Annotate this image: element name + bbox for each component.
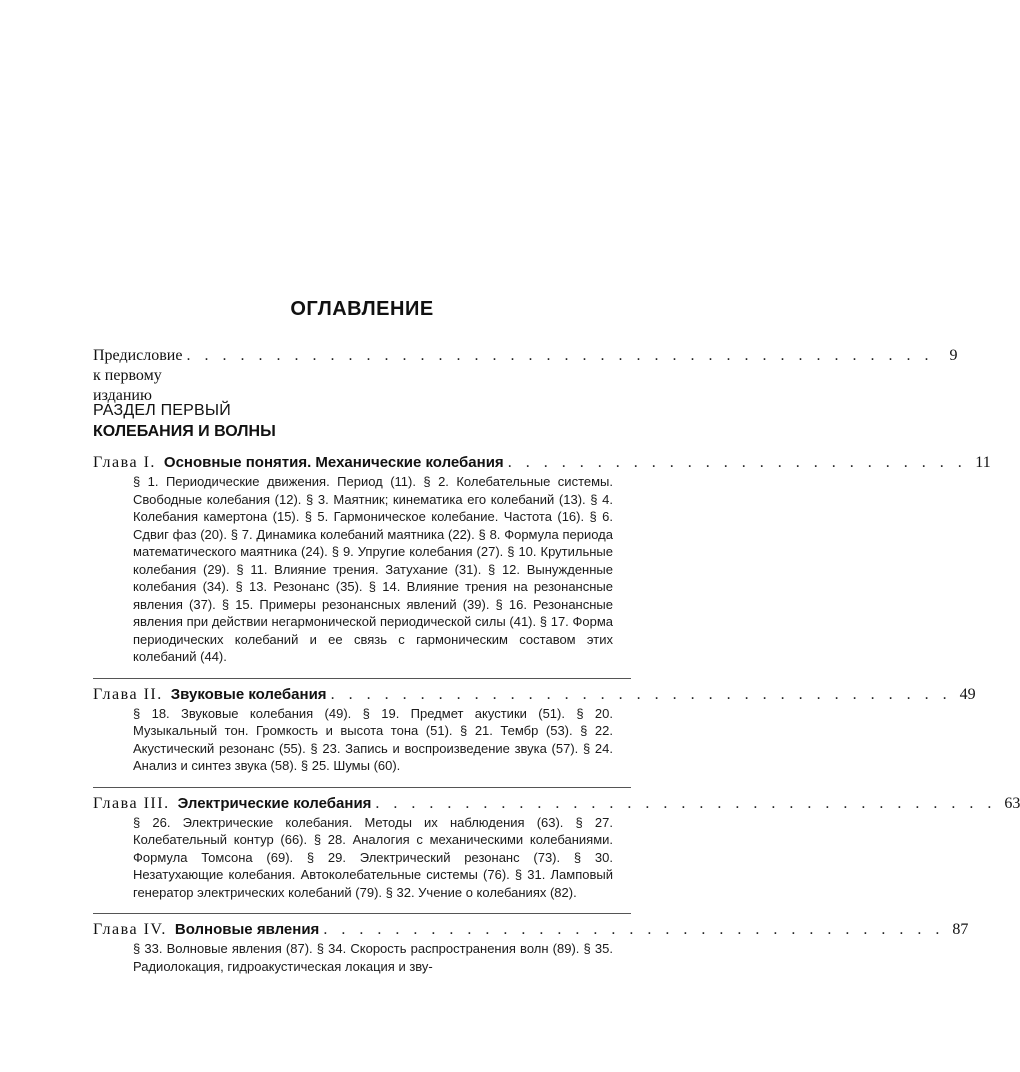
divider <box>93 913 631 914</box>
chapter-contents: § 33. Волновые явления (87). § 34. Скорость распространения волн (89). § 35. Радиолокация, гидроакустическая локация и зву- <box>133 941 613 974</box>
leader-dots: . . . . . . . . . . . . . . . . . . . . . . . . . . . . . . . . . . . <box>330 685 952 703</box>
toc-entry-label: Предисловие к первому изданию <box>93 347 183 404</box>
divider <box>93 678 631 679</box>
chapter-contents: § 26. Электрические колебания. Методы их наблюдения (63). § 27. Колебательный контур (66). § 28. Аналогия с механическими колебаниями. Формула Томсона (69). § 29. Электрический резонанс (73). § 30. Незатухающие колебания. Автоколебательные системы (76). § 31. Ламповый генератор электрических колебаний (79). § 32. Учение о колебаниях (82). <box>133 814 613 900</box>
chapter-page: 11 <box>975 454 991 471</box>
chapter-heading[interactable] <box>93 920 969 940</box>
leader-dots: . . . . . . . . . . . . . . . . . . . . . . . . . . . . . . . . . . . <box>323 921 945 938</box>
chapter-contents: § 18. Звуковые колебания (49). § 19. Предмет акустики (51). § 20. Музыкальный тон. Громкость и высота тона (51). § 21. Тембр (53). § 22. Акустический резонанс (55). § 23. Запись и воспроизведение звука (57). § 24. Анализ и синтез звука (58). § 25. Шумы (60). <box>133 705 613 773</box>
chapter-label: Глава I. <box>93 454 156 471</box>
chapter-page: 87 <box>952 921 969 938</box>
divider <box>93 787 631 788</box>
chapter-heading[interactable] <box>93 794 1020 814</box>
chapter-contents: § 1. Периодические движения. Период (11). § 2. Колебательные системы. Свободные колебания (12). § 3. Маятник; кинематика его колебаний (13). § 4. Колебания камертона (15). § 5. Гармоническое колебание. Частота (16). § 6. Сдвиг фаз (20). § 7. Динамика колебаний маятника (22). § 8. Формула периода математического маятника (24). § 9. Упругие колебания (27). § 10. Крутильные колебания (29). § 11. Влияние трения. Затухание (31). § 12. Вынужденные колебания (34). § 13. Резонанс (35). § 14. Влияние трения на резонансные явления (37). § 15. Примеры резонансных явлений (39). § 16. Резонансные явления при действии негармонической периодической силы (41). § 17. Форма периодических колебаний и ее связь с гармоническим составом этих колебаний (44). <box>133 474 613 664</box>
chapter-page: 49 <box>959 685 976 703</box>
page-title: ОГЛАВЛЕНИЕ <box>290 298 434 320</box>
toc-entry-page: 9 <box>949 347 958 364</box>
chapter-label: Глава IV. <box>93 921 167 938</box>
chapter-title: Основные понятия. Механические колебания <box>163 454 504 471</box>
leader-dots: . . . . . . . . . . . . . . . . . . . . . . . . . . <box>507 454 967 471</box>
chapter-entry <box>93 920 969 975</box>
chapter-heading[interactable] <box>93 453 991 473</box>
section-kicker: РАЗДЕЛ ПЕРВЫЙ <box>93 402 231 419</box>
chapter-list <box>93 453 1020 987</box>
chapter-title: Волновые явления <box>174 921 320 938</box>
chapter-heading[interactable] <box>93 685 976 705</box>
chapter-entry <box>93 685 976 775</box>
section-title: КОЛЕБАНИЯ И ВОЛНЫ <box>93 423 276 440</box>
leader-dots: . . . . . . . . . . . . . . . . . . . . . . . . . . . . . . . . . . . <box>375 794 997 812</box>
chapter-entry <box>93 453 991 666</box>
chapter-page: 63 <box>1004 794 1020 812</box>
chapter-title: Электрические колебания <box>177 794 372 812</box>
chapter-title: Звуковые колебания <box>170 685 327 703</box>
leader-dots: . . . . . . . . . . . . . . . . . . . . . . . . . . . . . . . . . . . . . . . . . . <box>186 347 934 364</box>
chapter-label: Глава II. <box>93 685 163 703</box>
chapter-label: Глава III. <box>93 794 170 812</box>
toc-entry-preface[interactable] <box>93 346 958 406</box>
chapter-entry <box>93 794 1020 902</box>
